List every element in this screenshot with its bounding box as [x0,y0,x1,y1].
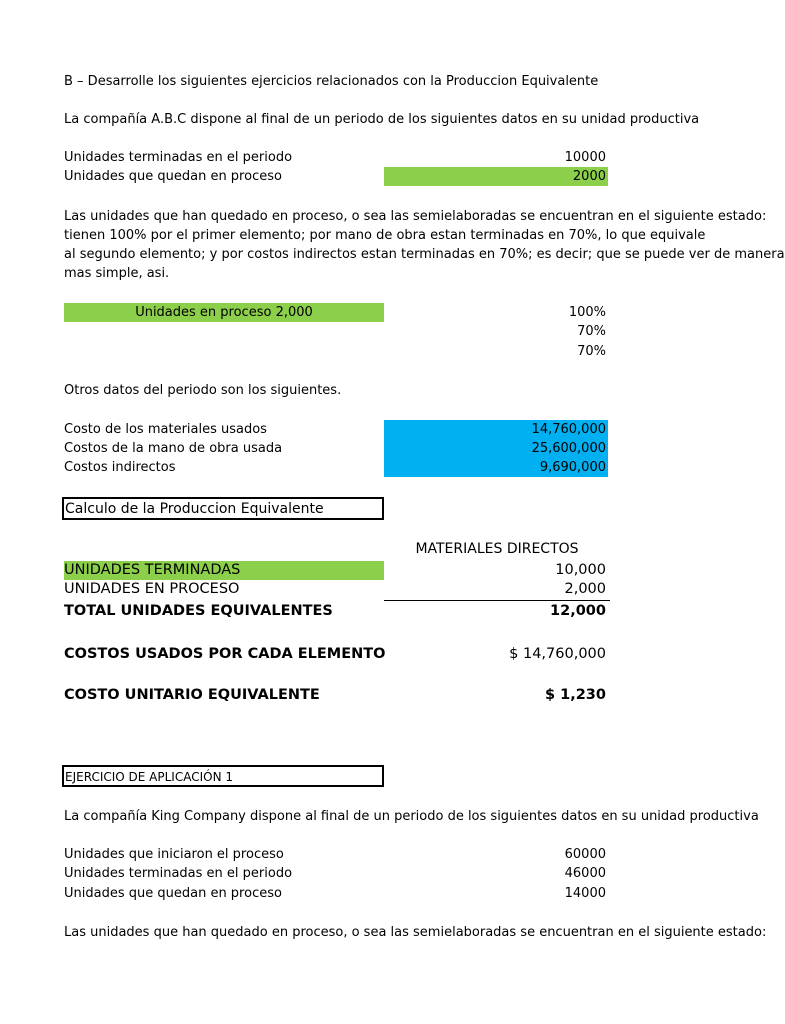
paragraph-line-3: al segundo elemento; y por costos indirectos estan terminadas en 70%; es decir; que se puede ver de manera [64,247,785,262]
exercise-finished-value: 46000 [564,866,606,881]
cost-labor-value: 25,600,000 [384,439,608,458]
exercise-paragraph: Las unidades que han quedado en proceso, o sea las semielaboradas se encuentran en el siguiente estado: [64,925,767,940]
paragraph-line-2: tienen 100% por el primer elemento; por mano de obra estan terminadas en 70%, lo que equivale [64,228,706,243]
section-b-intro: La compañía A.B.C dispone al final de un periodo de los siguientes datos en su unidad productiva [64,112,700,127]
finished-units-value: 10,000 [555,562,606,578]
exercise-finished-label: Unidades terminadas en el periodo [64,866,293,881]
calculation-title-box [62,497,384,520]
total-equivalent-value: 12,000 [550,603,606,619]
costs-per-element-value: $ 14,760,000 [509,646,606,662]
percent-overhead: 70% [577,344,606,359]
exercise-started-value: 60000 [564,847,606,862]
unit-cost-value: $ 1,230 [544,687,606,703]
process-units-box: Unidades en proceso 2,000 [64,303,384,322]
units-finished-label: Unidades terminadas en el periodo [64,150,293,165]
cost-overhead-value: 9,690,000 [384,458,608,477]
exercise-in-process-label: Unidades que quedan en proceso [64,886,282,901]
materials-column-header: MATERIALES DIRECTOS [415,541,579,557]
section-b-title: B – Desarrolle los siguientes ejercicios relacionados con la Produccion Equivalente [64,74,599,89]
exercise-title: EJERCICIO DE APLICACIÓN 1 [65,770,234,784]
unit-cost-label: COSTO UNITARIO EQUIVALENTE [64,687,320,703]
exercise-title-box [62,765,384,787]
costs-per-element-label: COSTOS USADOS POR CADA ELEMENTO [64,646,386,662]
units-in-process-value: 2000 [384,167,608,186]
units-finished-value: 10000 [564,150,606,165]
units-in-process-label: Unidades que quedan en proceso [64,169,282,184]
cost-materials-value: 14,760,000 [384,420,608,439]
cost-materials-label: Costo de los materiales usados [64,422,267,437]
exercise-in-process-value: 14000 [564,886,606,901]
percent-labor: 70% [577,324,606,339]
paragraph-line-4: mas simple, asi. [64,266,170,281]
cost-overhead-label: Costos indirectos [64,460,176,475]
process-units-value: 2,000 [564,581,606,597]
percent-materials: 100% [568,305,606,320]
total-equivalent-label: TOTAL UNIDADES EQUIVALENTES [64,603,333,619]
process-units-label: UNIDADES EN PROCESO [64,581,240,597]
exercise-intro: La compañía King Company dispone al final de un periodo de los siguientes datos en su unidad productiva [64,809,759,824]
cost-labor-label: Costos de la mano de obra usada [64,441,283,456]
other-data-label: Otros datos del periodo son los siguientes. [64,383,342,398]
calculation-title: Calculo de la Produccion Equivalente [65,501,324,517]
paragraph-line-1: Las unidades que han quedado en proceso, o sea las semielaboradas se encuentran en el siguiente estado: [64,209,767,224]
finished-units-label: UNIDADES TERMINADAS [64,562,241,578]
exercise-started-label: Unidades que iniciaron el proceso [64,847,284,862]
total-divider [384,600,610,601]
